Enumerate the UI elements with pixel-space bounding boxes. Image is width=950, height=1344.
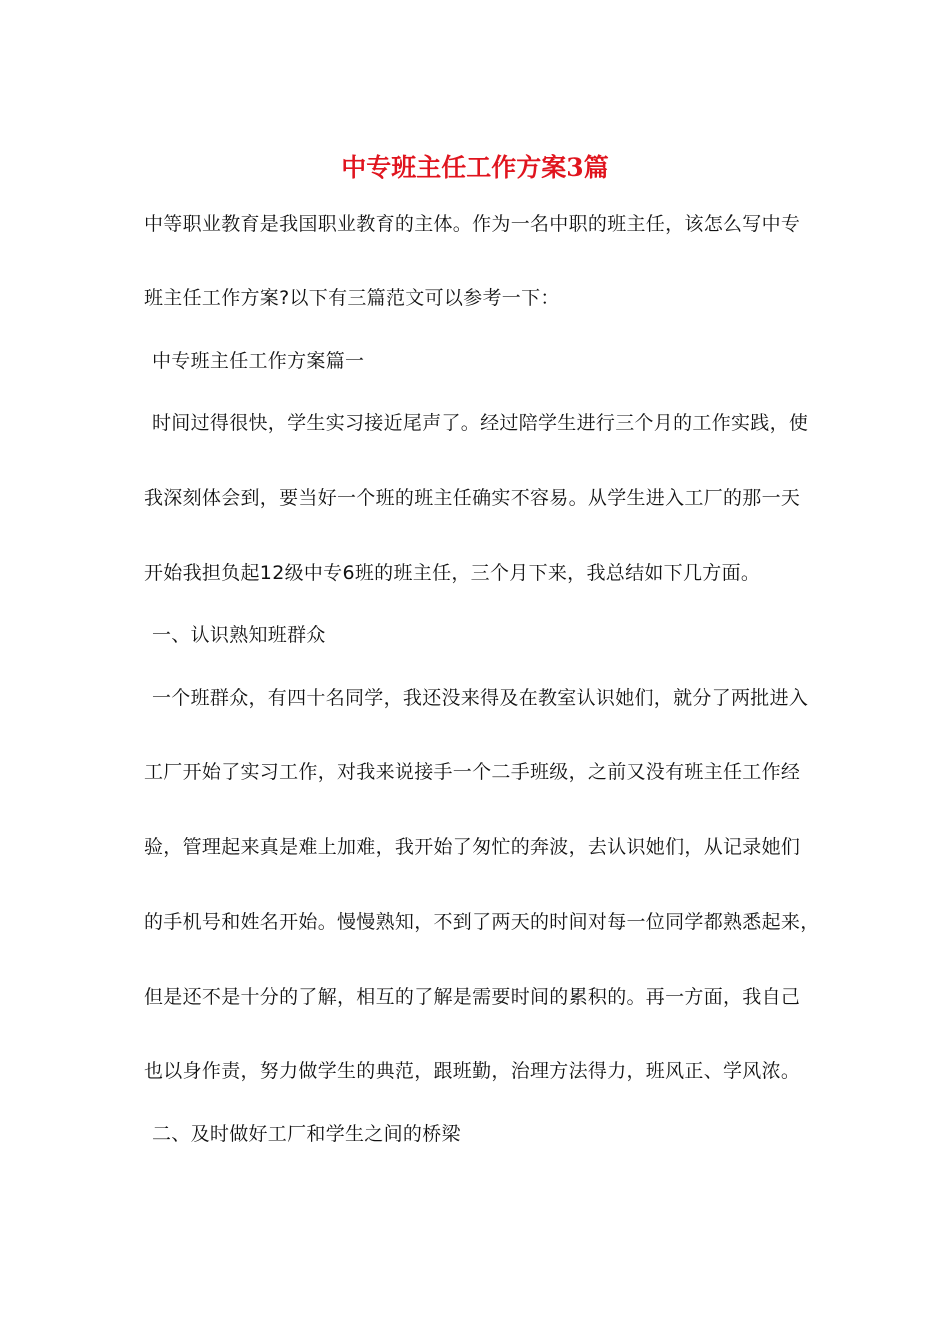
paragraph-line: 开始我担负起12级中专6班的班主任，三个月下来，我总结如下几方面。: [144, 562, 761, 584]
paragraph-line: 一个班群众，有四十名同学，我还没来得及在教室认识她们，就分了两批进入: [152, 687, 809, 709]
paragraph-line: 验，管理起来真是难上加难，我开始了匆忙的奔波，去认识她们，从记录她们: [144, 836, 801, 858]
paragraph-line: 工厂开始了实习工作，对我来说接手一个二手班级，之前又没有班主任工作经: [144, 761, 801, 783]
section-heading-part-one: 中专班主任工作方案篇一: [152, 350, 365, 372]
intro-line-2: 班主任工作方案?以下有三篇范文可以参考一下：: [144, 287, 560, 309]
paragraph-line: 时间过得很快，学生实习接近尾声了。经过陪学生进行三个月的工作实践，使: [152, 412, 809, 434]
paragraph-line: 也以身作责，努力做学生的典范，跟班勤，治理方法得力，班风正、学风浓。: [144, 1060, 801, 1082]
paragraph-line: 的手机号和姓名开始。慢慢熟知，不到了两天的时间对每一位同学都熟悉起来，: [144, 911, 820, 933]
intro-line-1: 中等职业教育是我国职业教育的主体。作为一名中职的班主任，该怎么写中专: [144, 213, 801, 235]
paragraph-line: 但是还不是十分的了解，相互的了解是需要时间的累积的。再一方面，我自己: [144, 986, 801, 1008]
document-title: 中专班主任工作方案3篇: [341, 153, 609, 182]
subheading-one: 一、认识熟知班群众: [152, 624, 326, 646]
subheading-two: 二、及时做好工厂和学生之间的桥梁: [152, 1123, 461, 1145]
paragraph-line: 我深刻体会到，要当好一个班的班主任确实不容易。从学生进入工厂的那一天: [144, 487, 801, 509]
